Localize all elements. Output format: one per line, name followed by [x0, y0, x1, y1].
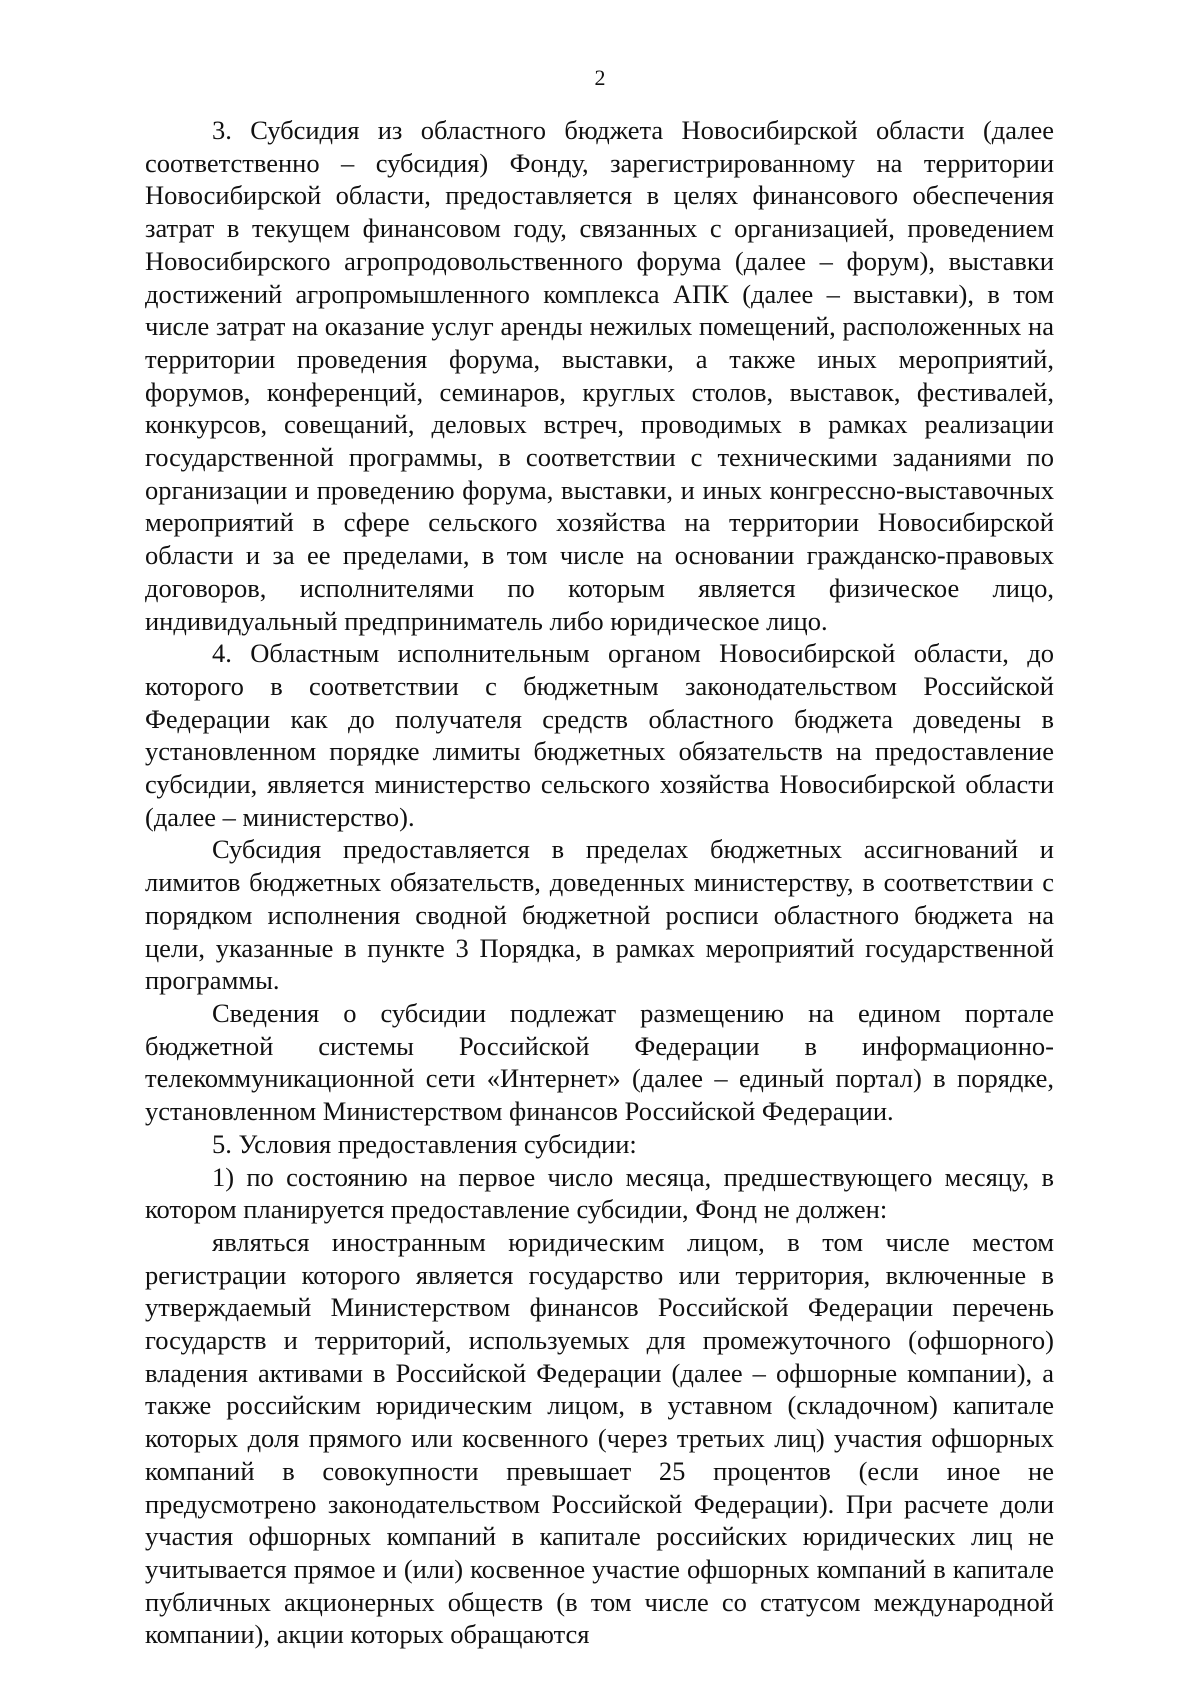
paragraph-item-3: 3. Субсидия из областного бюджета Новосибирской области (далее соответственно – субсидия) Фонду, зарегистрированному на территории Новосибирской области, предоставляется в целях финансового обеспечения затрат в текущем финансовом году, связанных с организацией, проведением Новосибирского агропродовольственного форума (далее – форум), выставки достижений агропромышленного комплекса АПК (далее – выставки), в том числе затрат на оказание услуг аренды нежилых помещений, расположенных на территории проведения форума, выставки, а также иных мероприятий, форумов, конференций, семинаров, круглых столов, выставок, фестивалей, конкурсов, совещаний, деловых встреч, проводимых в рамках реализации государственной программы, в соответствии с техническими заданиями по организации и проведению форума, выставки, и иных конгрессно-выставочных мероприятий в сфере сельского хозяйства на территории Новосибирской области и за ее пределами, в том числе на основании гражданско-правовых договоров, исполнителями по которым является физическое лицо, индивидуальный предприниматель либо юридическое лицо.	[145, 115, 1054, 636]
paragraph-item-4: 4. Областным исполнительным органом Новосибирской области, до которого в соответствии с бюджетным законодательством Российской Федерации как до получателя средств областного бюджета доведены в установленном порядке лимиты бюджетных обязательств на предоставление субсидии, является министерство сельского хозяйства Новосибирской области (далее – министерство).	[145, 638, 1054, 832]
paragraph-subsidy-limits: Субсидия предоставляется в пределах бюджетных ассигнований и лимитов бюджетных обязательств, доведенных министерству, в соответствии с порядком исполнения сводной бюджетной росписи областного бюджета на цели, указанные в пункте 3 Порядка, в рамках мероприятий государственной программы.	[145, 834, 1054, 996]
paragraph-portal-info: Сведения о субсидии подлежат размещению на едином портале бюджетной системы Российской Федерации в информационно-телекоммуникационной сети «Интернет» (далее – единый портал) в порядке, установленном Министерством финансов Российской Федерации.	[145, 997, 1054, 1127]
paragraph-foreign-entity: являться иностранным юридическим лицом, в том числе местом регистрации которого является государство или территория, включенные в утверждаемый Министерством финансов Российской Федерации перечень государств и территорий, используемых для промежуточного (офшорного) владения активами в Российской Федерации (далее – офшорные компании), а также российским юридическим лицом, в уставном (складочном) капитале которых доля прямого или косвенного (через третьих лиц) участия офшорных компаний в совокупности превышает 25 процентов (если иное не предусмотрено законодательством Российской Федерации). При расчете доли участия офшорных компаний в капитале российских юридических лиц не учитывается прямое и (или) косвенное участие офшорных компаний в капитале публичных акционерных обществ (в том числе со статусом международной компании), акции которых обращаются	[145, 1226, 1054, 1650]
document-body	[145, 114, 1054, 1651]
paragraph-condition-1: 1) по состоянию на первое число месяца, предшествующего месяцу, в котором планируется предоставление субсидии, Фонд не должен:	[145, 1161, 1054, 1225]
page-number: 2	[594, 65, 606, 90]
paragraph-item-5-heading: 5. Условия предоставления субсидии:	[212, 1128, 637, 1159]
